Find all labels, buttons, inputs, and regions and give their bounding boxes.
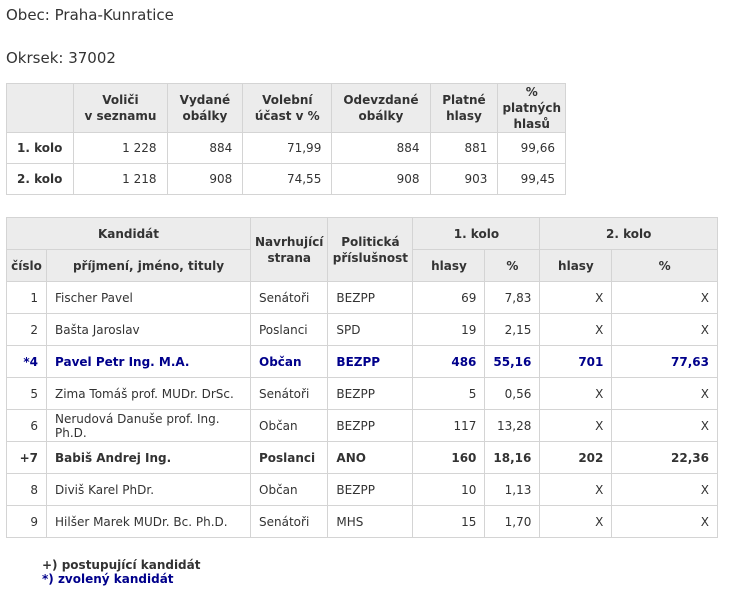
header-hlasy-2: hlasy <box>540 250 612 282</box>
candidate-party: Poslanci <box>251 314 328 346</box>
candidate-name: Hilšer Marek MUDr. Bc. Ph.D. <box>47 506 251 538</box>
candidate-name: Babiš Andrej Ing. <box>47 442 251 474</box>
candidate-affiliation: BEZPP <box>328 474 413 506</box>
candidate-name: Zima Tomáš prof. MUDr. DrSc. <box>47 378 251 410</box>
candidate-party: Senátoři <box>251 506 328 538</box>
candidate-party: Občan <box>251 410 328 442</box>
header-cislo: číslo <box>7 250 47 282</box>
summary-header-cell: Vydané obálky <box>167 84 243 133</box>
summary-row <box>7 164 566 195</box>
candidate-name: Diviš Karel PhDr. <box>47 474 251 506</box>
summary-cell: 884 <box>332 133 430 164</box>
votes-round2: 202 <box>540 442 612 474</box>
pct-round2: X <box>612 378 718 410</box>
candidate-row <box>7 346 718 378</box>
candidate-name: Pavel Petr Ing. M.A. <box>47 346 251 378</box>
round-label: 1. kolo <box>7 133 74 164</box>
pct-round2: X <box>612 474 718 506</box>
turnout-summary-table <box>6 83 566 195</box>
votes-round2: X <box>540 282 612 314</box>
votes-round1: 10 <box>413 474 485 506</box>
header-kandidat: Kandidát <box>7 218 251 250</box>
candidate-affiliation: MHS <box>328 506 413 538</box>
summary-cell: 1 228 <box>74 133 167 164</box>
candidate-row <box>7 314 718 346</box>
legend-elected: *) zvolený kandidát <box>42 572 174 586</box>
votes-round1: 117 <box>413 410 485 442</box>
candidate-number: 2 <box>7 314 47 346</box>
candidates-table <box>6 217 718 538</box>
candidate-name: Bašta Jaroslav <box>47 314 251 346</box>
votes-round1: 486 <box>413 346 485 378</box>
candidate-party: Občan <box>251 474 328 506</box>
summary-header-cell: Volební účast v % <box>243 84 332 133</box>
candidate-row <box>7 474 718 506</box>
summary-header-cell: Platné hlasy <box>430 84 498 133</box>
summary-cell: 908 <box>167 164 243 195</box>
pct-round1: 1,70 <box>485 506 540 538</box>
pct-round1: 7,83 <box>485 282 540 314</box>
summary-cell: 884 <box>167 133 243 164</box>
candidate-affiliation: BEZPP <box>328 410 413 442</box>
header-kolo2: 2. kolo <box>540 218 718 250</box>
candidate-party: Senátoři <box>251 282 328 314</box>
candidate-row <box>7 442 718 474</box>
pct-round1: 0,56 <box>485 378 540 410</box>
candidate-affiliation: ANO <box>328 442 413 474</box>
candidate-row <box>7 378 718 410</box>
summary-cell: 99,45 <box>498 164 566 195</box>
votes-round2: 701 <box>540 346 612 378</box>
municipality-title: Obec: Praha-Kunratice <box>6 6 174 24</box>
candidate-affiliation: BEZPP <box>328 346 413 378</box>
votes-round2: X <box>540 474 612 506</box>
pct-round2: 77,63 <box>612 346 718 378</box>
candidate-affiliation: SPD <box>328 314 413 346</box>
votes-round2: X <box>540 506 612 538</box>
header-navrhujici: Navrhující strana <box>251 218 328 282</box>
summary-cell: 1 218 <box>74 164 167 195</box>
candidate-party: Poslanci <box>251 442 328 474</box>
candidate-affiliation: BEZPP <box>328 282 413 314</box>
candidate-row <box>7 506 718 538</box>
candidate-number: 8 <box>7 474 47 506</box>
header-pct-1: % <box>485 250 540 282</box>
header-kolo1: 1. kolo <box>413 218 540 250</box>
votes-round1: 160 <box>413 442 485 474</box>
pct-round1: 55,16 <box>485 346 540 378</box>
candidates-body <box>7 282 718 538</box>
pct-round1: 18,16 <box>485 442 540 474</box>
candidate-number: 5 <box>7 378 47 410</box>
candidate-party: Občan <box>251 346 328 378</box>
pct-round2: X <box>612 314 718 346</box>
candidate-row <box>7 410 718 442</box>
summary-cell: 903 <box>430 164 498 195</box>
candidate-name: Nerudová Danuše prof. Ing. Ph.D. <box>47 410 251 442</box>
votes-round2: X <box>540 378 612 410</box>
summary-header-cell: Voliči v seznamu <box>74 84 167 133</box>
votes-round1: 69 <box>413 282 485 314</box>
summary-header-cell: Odevzdané obálky <box>332 84 430 133</box>
summary-header-row <box>7 84 566 133</box>
candidate-name: Fischer Pavel <box>47 282 251 314</box>
header-hlasy-1: hlasy <box>413 250 485 282</box>
candidates-header-row <box>7 218 718 250</box>
candidate-number: *4 <box>7 346 47 378</box>
district-title: Okrsek: 37002 <box>6 49 116 67</box>
pct-round1: 1,13 <box>485 474 540 506</box>
candidate-number: 6 <box>7 410 47 442</box>
header-prislusnost: Politická příslušnost <box>328 218 413 282</box>
round-label: 2. kolo <box>7 164 74 195</box>
pct-round2: 22,36 <box>612 442 718 474</box>
summary-header-cell <box>7 84 74 133</box>
summary-header-cell: % platných hlasů <box>498 84 566 133</box>
summary-cell: 74,55 <box>243 164 332 195</box>
candidate-party: Senátoři <box>251 378 328 410</box>
header-jmeno: příjmení, jméno, tituly <box>47 250 251 282</box>
pct-round1: 13,28 <box>485 410 540 442</box>
legend-advancing: +) postupující kandidát <box>42 558 201 572</box>
summary-row <box>7 133 566 164</box>
summary-cell: 71,99 <box>243 133 332 164</box>
votes-round2: X <box>540 314 612 346</box>
votes-round1: 19 <box>413 314 485 346</box>
votes-round2: X <box>540 410 612 442</box>
votes-round1: 5 <box>413 378 485 410</box>
candidate-number: 9 <box>7 506 47 538</box>
pct-round1: 2,15 <box>485 314 540 346</box>
votes-round1: 15 <box>413 506 485 538</box>
summary-cell: 99,66 <box>498 133 566 164</box>
candidate-affiliation: BEZPP <box>328 378 413 410</box>
candidate-number: 1 <box>7 282 47 314</box>
pct-round2: X <box>612 506 718 538</box>
header-pct-2: % <box>612 250 718 282</box>
candidate-row <box>7 282 718 314</box>
pct-round2: X <box>612 410 718 442</box>
summary-cell: 881 <box>430 133 498 164</box>
candidate-number: +7 <box>7 442 47 474</box>
summary-cell: 908 <box>332 164 430 195</box>
pct-round2: X <box>612 282 718 314</box>
